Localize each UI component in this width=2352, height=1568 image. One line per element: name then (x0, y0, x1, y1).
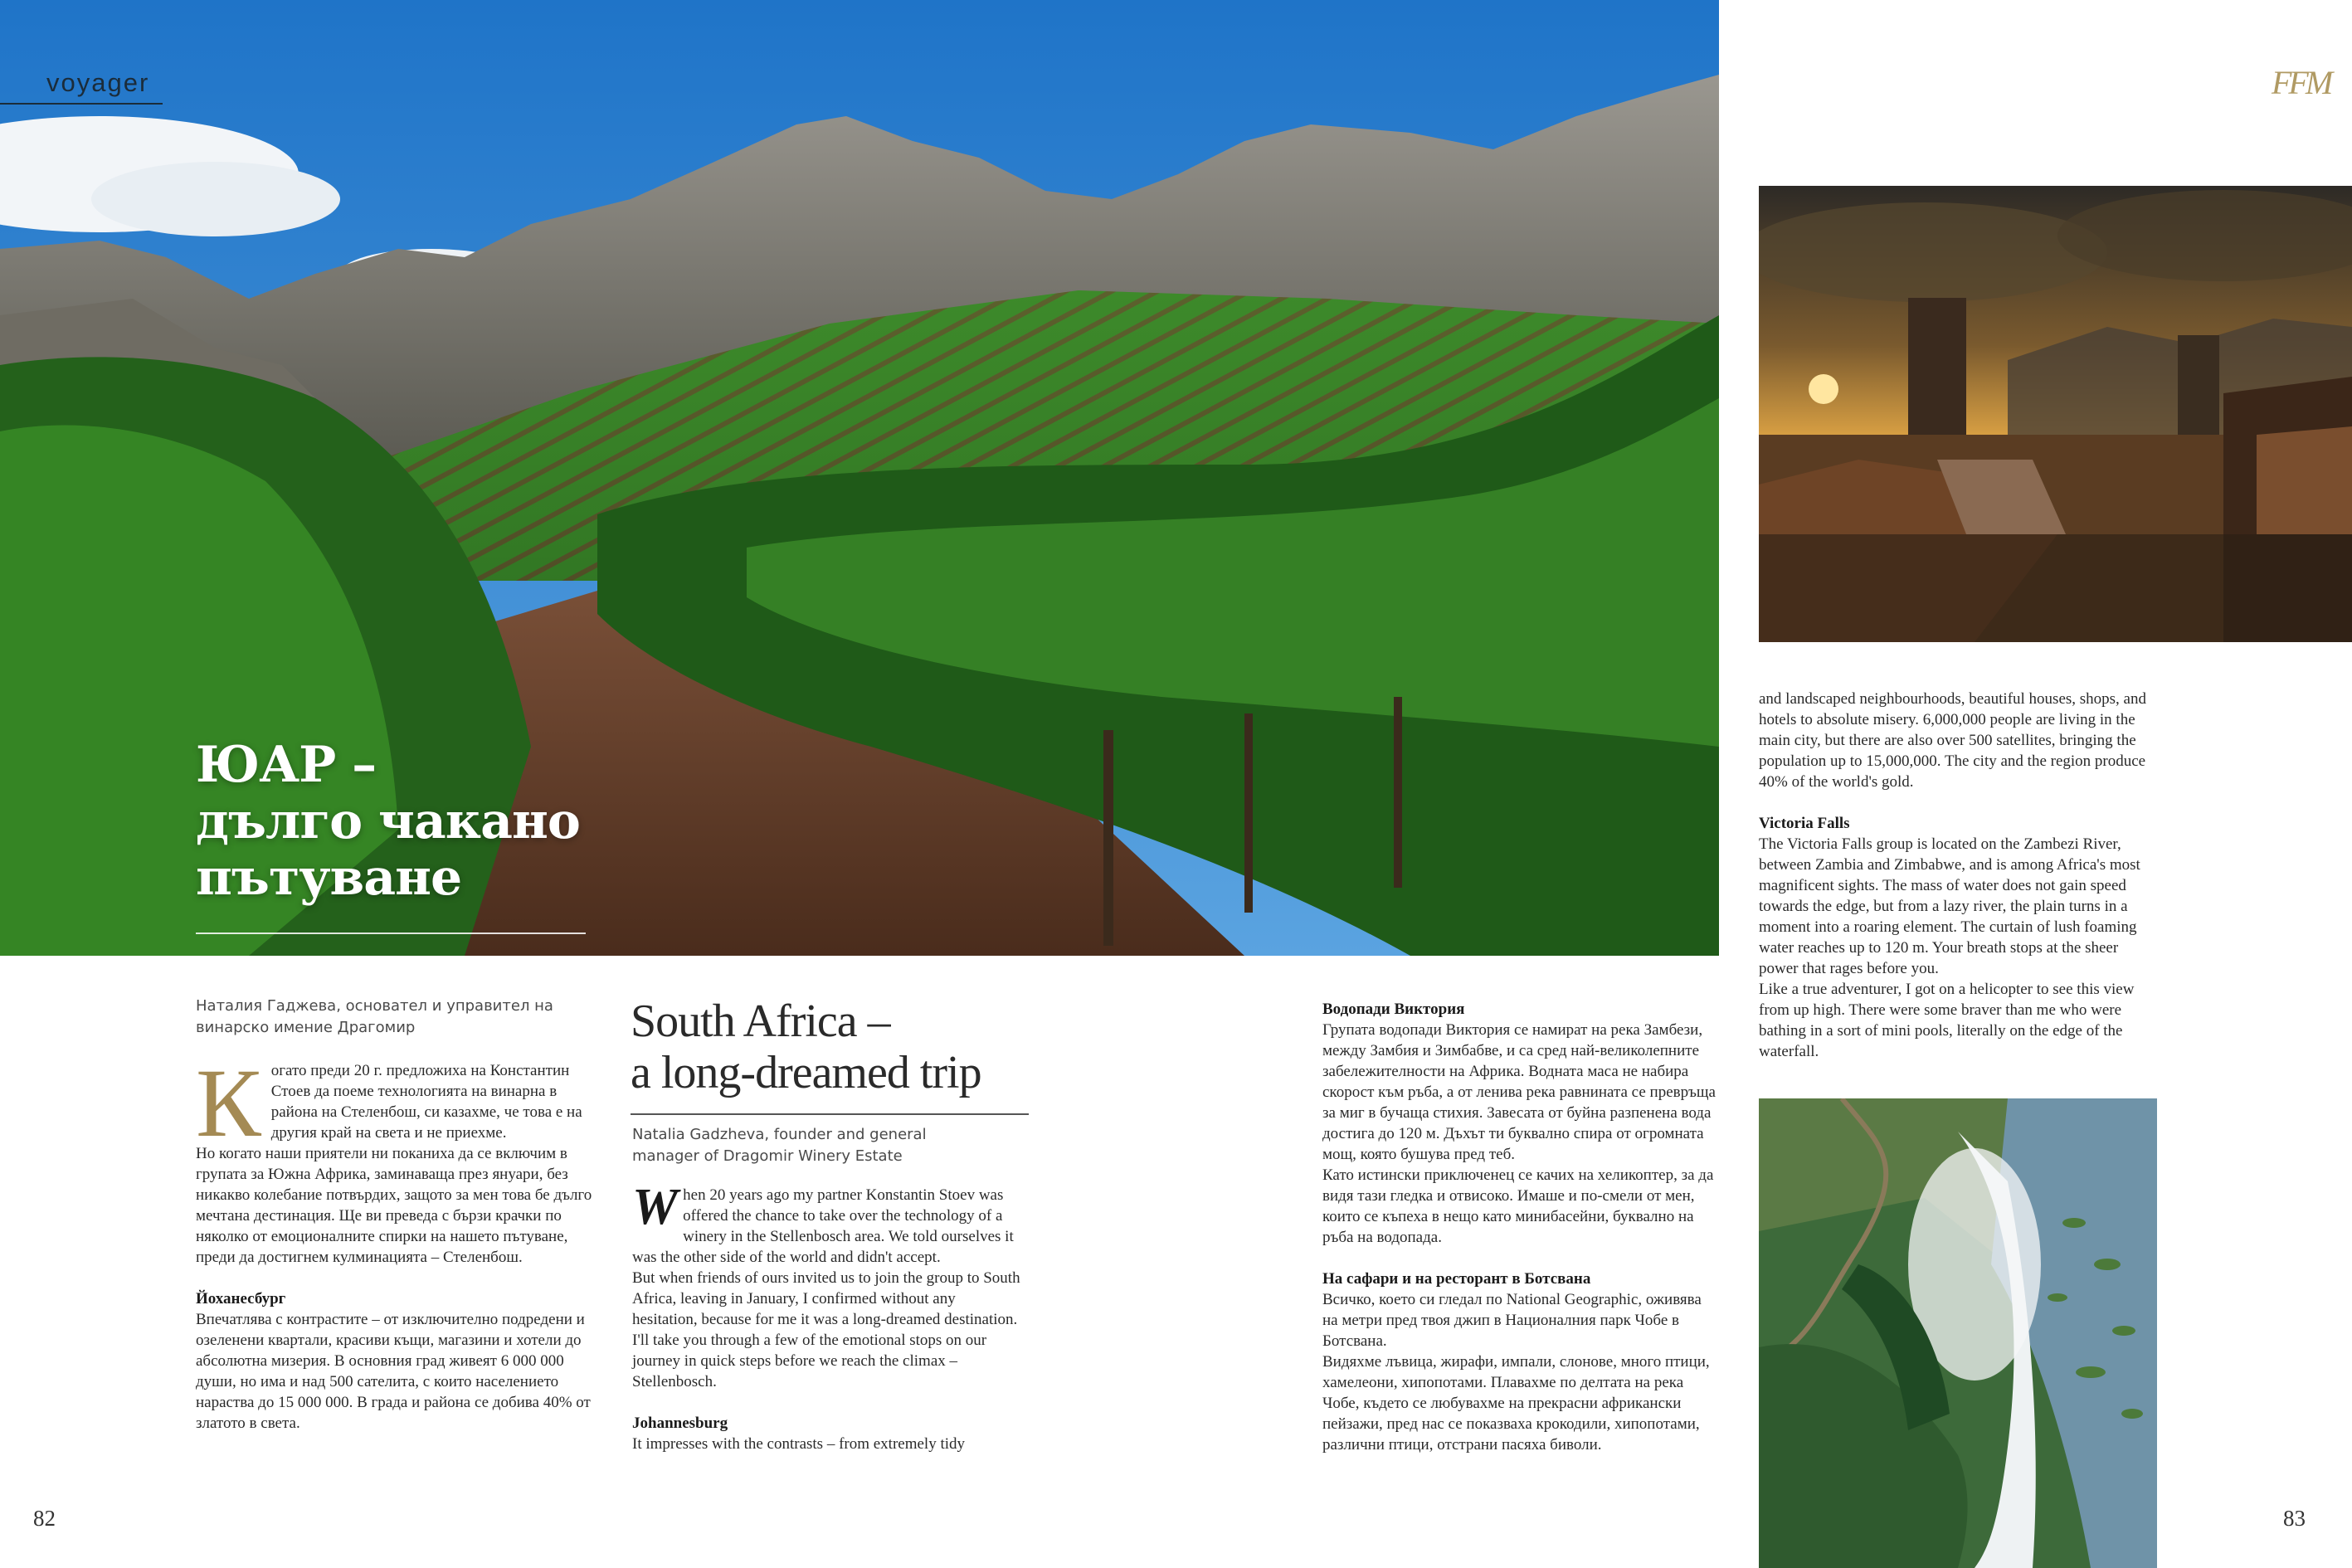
hero-title-line: дълго чакано (196, 792, 580, 850)
victoria-falls-aerial-photo (1759, 1098, 2157, 1568)
en-title-line: South Africa – (631, 996, 890, 1047)
en-heading-johannesburg: Johannesburg (632, 1415, 728, 1432)
hero-title-line: пътуване (196, 849, 462, 907)
en-article-column-2 (1759, 689, 2157, 1062)
bg-dropcap: К (196, 1049, 261, 1157)
section-tag: voyager (0, 68, 163, 105)
en-dropcap: W (632, 1179, 679, 1235)
page-number-left: 82 (33, 1506, 56, 1531)
bg-paragraph-botswana: Всичко, което си гледал по National Geographic, оживява на метри пред твоя джип в Националния парк Чобе в Ботсвана. (1322, 1291, 1702, 1350)
en-paragraph-johannesburg-cont: and landscaped neighbourhoods, beautiful houses, shops, and hotels to absolute misery. 6,000,000 people are living in the main city, but there are also over 500 satellites, bringing the population up to 15,000,000. The city and the region produce 40% of the world's gold. (1759, 690, 2146, 791)
en-title-rule (631, 1113, 1029, 1115)
hero-title (196, 737, 660, 906)
en-paragraph-johannesburg: It impresses with the contrasts – from extremely tidy (632, 1435, 966, 1453)
bg-paragraph-johannesburg: Впечатлява с контрастите – от изключително подредени и озеленени квартали, красиви къщи, магазини и хотели до абсолютна мизерия. В основния град живеят 6 000 000 души, но има и над 500 сателита, с които населението нараства до 15 000 000. В града и района се добива 40% от златото в света. (196, 1311, 591, 1432)
bg-heading-botswana: На сафари и на ресторант в Ботсвана (1322, 1270, 1591, 1288)
hero-title-line: ЮАР – (196, 736, 377, 794)
johannesburg-sunset-photo (1759, 186, 2352, 642)
hero-title-rule (196, 933, 586, 934)
en-article-column-1 (632, 1179, 1022, 1454)
bg-paragraph-victoria-2: Като истински приключенец се качих на хеликоптер, за да видя тази гледка и отвисоко. Имаше и по-смели от мен, които се къпеха в нещо като минибасейни, буквално на ръба на водопада. (1322, 1166, 1714, 1246)
en-paragraph-victoria-2: Like a true adventurer, I got on a helicopter to see this view from up high. There were some braver than me who were bathing in a sort of mini pools, literally on the edge of the waterfall. (1759, 981, 2135, 1060)
en-title (631, 996, 1029, 1098)
page-number-right: 83 (2283, 1506, 2306, 1531)
en-paragraph: I'll take you through a few of the emotional stops on our journey in quick steps before we reach the climax – Stellenbosch. (632, 1332, 987, 1390)
bg-intro: огато преди 20 г. предложиха на Константин Стоев да поеме технологията на винарна в района на Стеленбош, си казахме, че това е на другия край на света и не приехме. (270, 1062, 582, 1142)
en-byline: Natalia Gadzheva, founder and general manager of Dragomir Winery Estate (632, 1126, 927, 1165)
bg-byline: Наталия Гаджева, основател и управител на винарско имение Драгомир (196, 997, 553, 1036)
bg-paragraph-botswana-2: Видяхме лъвица, жирафи, импали, слонове, много птици, хамелеони, хипопотами. Плавахме по делтата на река Чобе, където се любувахме на прекрасни африкански пейзажи, пред нас се показваха крокодили, хипопотами, различни птици, отстрани пасяха биволи. (1322, 1353, 1710, 1454)
bg-heading-victoria: Водопади Виктория (1322, 1001, 1465, 1018)
en-paragraph: But when friends of ours invited us to join the group to South Africa, leaving in January, I confirmed without any hesitation, because for me it was a long-dreamed destination. (632, 1269, 1020, 1328)
bg-heading-johannesburg: Йоханесбург (196, 1290, 286, 1307)
bg-article-column-2 (1322, 999, 1721, 1455)
en-paragraph-victoria: The Victoria Falls group is located on the Zambezi River, between Zambia and Zimbabwe, and is among Africa's most magnificent sights. The mass of water does not gain speed towards the edge, but from a lazy river, the plain turns in a moment into a roaring element. The curtain of lush foaming water reaches up to 120 m. Your breath stops at the sheer power that rages before you. (1759, 835, 2140, 977)
brand-logo: FFM (2272, 64, 2330, 101)
en-heading-victoria: Victoria Falls (1759, 815, 1850, 832)
bg-paragraph: Но когато наши приятели ни поканиха да се включим в групата за Южна Африка, заминаваща през януари, без никакво колебание потвърдих, защото за мен това бе дълго мечтана дестинация. Ще ви преведа с бързи крачки по няколко от емоционалните спирки на нашето пътуване, преди да достигнем кулминацията – Стеленбош. (196, 1145, 592, 1266)
en-intro: hen 20 years ago my partner Konstantin Stoev was offered the chance to take over the technology of a winery in the Stellenbosch area. We told ourselves it was the other side of the world and didn't accept. (632, 1186, 1014, 1266)
en-title-line: a long-dreamed trip (631, 1047, 981, 1098)
bg-article-column-1 (196, 1049, 594, 1434)
bg-paragraph-victoria: Групата водопади Виктория се намират на река Замбези, между Замбия и Зимбабве, и са сред най-великолепните забележителности на Африка. Водната маса не набира скорост към ръба, а от ленива река равнината се превръща за миг в бучаща стихия. Завесата от буйна разпенена вода достига до 120 м. Дъхът ти буквално спира от огромната мощ, която бушува пред теб. (1322, 1021, 1716, 1163)
